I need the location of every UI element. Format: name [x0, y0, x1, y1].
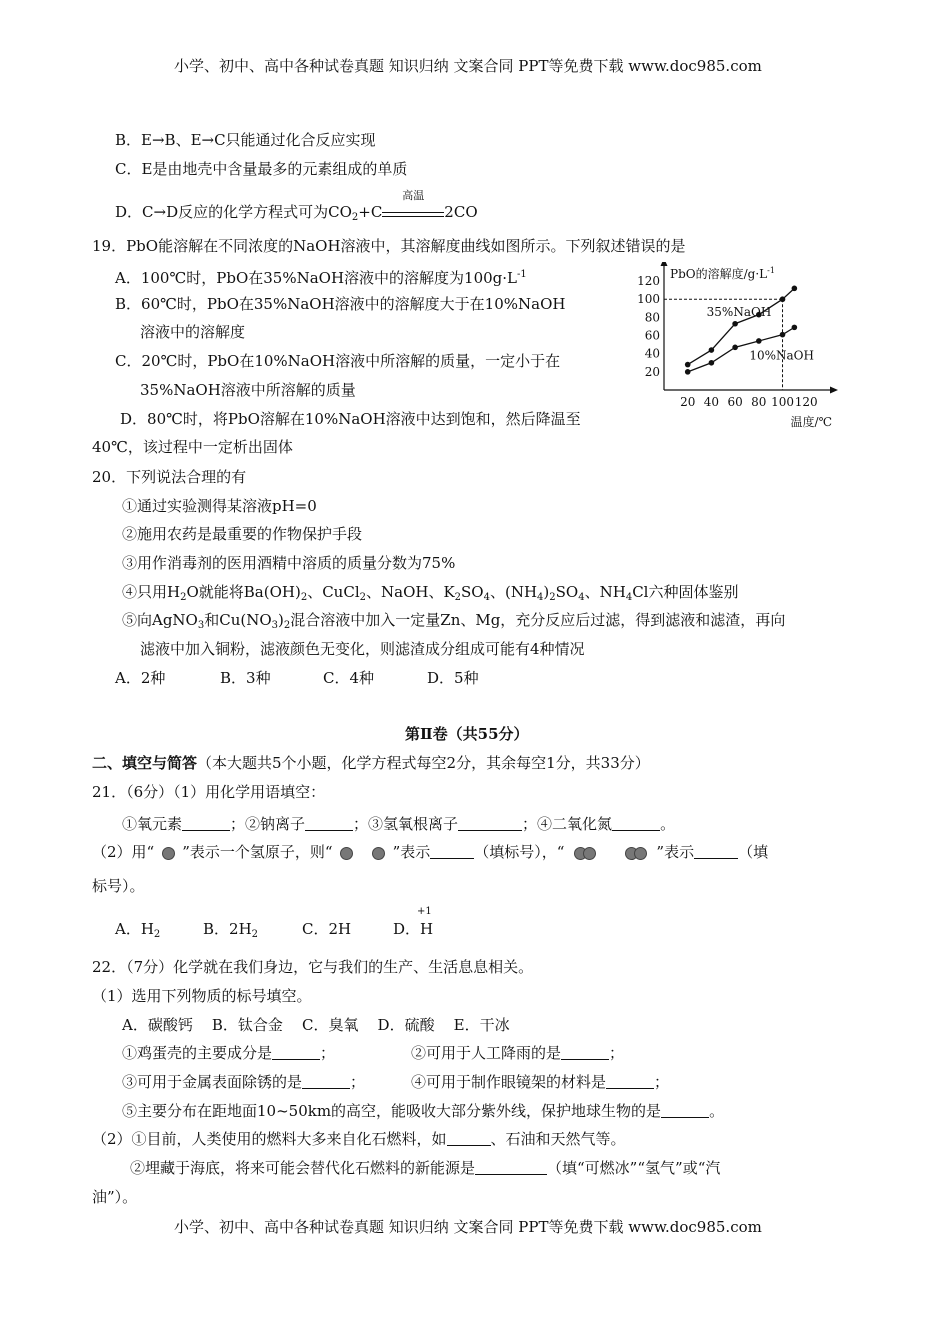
section-heading	[92, 753, 650, 773]
data-point	[709, 347, 715, 353]
q20-statement-5-line2: 滤液中加入铜粉，滤液颜色无变化，则滤渣成分组成可能有4种情况	[140, 640, 585, 658]
q18-d-equals	[382, 189, 444, 217]
q22-part1: （1）选用下列物质的标号填空。	[92, 987, 312, 1005]
x-tick-label: 20	[680, 395, 696, 409]
q19-option-d-line2: 40℃，该过程中一定析出固体	[92, 438, 293, 456]
q20-statement-5-line1: ⑤向AgNO$_3$和$Cu(NO_3)_2$混合溶液中加入一定量Zn、Mg，充分反应后过滤，得到滤液和滤渣，再向	[122, 611, 786, 631]
q19-option-b-line1: B．60℃时，PbO在35%NaOH溶液中的溶解度大于在10%NaOH	[115, 295, 566, 313]
q21-part2-line2: 标号）。	[92, 877, 145, 895]
q20-stem: 20．下列说法合理的有	[92, 468, 247, 486]
q19-a-text: A．100℃时，PbO在35%NaOH溶液中的溶解度为100g·L	[115, 269, 517, 287]
data-point	[792, 325, 798, 331]
x-tick-label: 40	[703, 395, 720, 409]
q22-options: A．碳酸钙 B．钛合金 C．臭氧 D．硫酸 E．干冰	[122, 1016, 510, 1034]
q20-statement-4: ④只用$H_2O$就能将$Ba(OH)_2$、CuCl$_2$、NaOH、$K_2SO_4$、$(NH_4)_2SO_4$、$NH_4Cl$六种固体鉴别	[122, 583, 739, 603]
q18-d-condition: 高温	[402, 189, 425, 202]
q18-option-b: B．E→B、E→C只能通过化合反应实现	[115, 131, 376, 149]
q18-option-d	[115, 189, 478, 228]
x-tick-label: 120	[794, 395, 818, 409]
x-axis-label: 温度/℃	[790, 415, 832, 429]
q22-fill-3: ③可用于金属表面除锈的是 ；	[122, 1073, 366, 1091]
q19-a-sup: -1	[516, 269, 527, 280]
hydrogen-atom-icon	[340, 847, 353, 860]
part2-title: 第Ⅱ卷（共55分）	[405, 725, 529, 743]
q22-fill-5: ⑤主要分布在距地面10~50km的高空，能吸收大部分紫外线，保护地球生物的是 。	[122, 1102, 725, 1120]
data-point	[685, 369, 691, 375]
q18-d-text: D．C→D反应的化学方程式可为CO	[115, 203, 352, 221]
y-tick-label: 80	[644, 310, 660, 325]
q19-option-c-line2: 35%NaOH溶液中所溶解的质量	[140, 381, 356, 399]
q20-statement-3: ③用作消毒剂的医用酒精中溶质的质量分数为75%	[122, 554, 456, 572]
q21-option-d: D．H	[393, 920, 434, 938]
hydrogen-molecule-icon	[583, 847, 596, 860]
section-heading-bold: 二、填空与简答	[92, 754, 198, 772]
x-tick-label: 60	[727, 395, 743, 409]
q19-option-c-line1: C．20℃时，PbO在10%NaOH溶液中所溶解的质量，一定小于在	[115, 352, 561, 370]
chart-title: PbO的溶解度$/g\cdot L^{-1}$	[670, 266, 775, 281]
q21-option-a: A．$H_2$	[115, 920, 161, 940]
x-tick-label: 80	[751, 395, 767, 409]
q22-stem: 22．（7分）化学就在我们身边，它与我们的生产、生活息息相关。	[92, 958, 534, 976]
series-label-10: 10%NaOH	[749, 348, 814, 363]
q21-stem: 21．（6分）（1）用化学用语填空：	[92, 783, 326, 801]
data-point	[756, 338, 762, 344]
q19-stem: 19．PbO能溶解在不同浓度的NaOH溶液中，其溶解度曲线如图所示。下列叙述错误的是	[92, 237, 686, 255]
answer-blank-1[interactable]	[182, 816, 230, 831]
q19-option-d-line1: D．80℃时，将PbO溶解在10%NaOH溶液中达到饱和，然后降温至	[120, 410, 581, 428]
answer-blank-9[interactable]	[302, 1074, 350, 1089]
page-header: 小学、初中、高中各种试卷真题 知识归纳 文案合同 PPT等免费下载 www.doc985.com	[174, 57, 762, 75]
y-tick-label: 40	[644, 346, 660, 361]
q18-option-c: C．E是由地壳中含量最多的元素组成的单质	[115, 160, 408, 178]
answer-blank-8[interactable]	[561, 1045, 609, 1060]
q20-statement-2: ②施用农药是最重要的作物保护手段	[122, 525, 363, 543]
y-tick-label: 100	[637, 292, 660, 307]
q19-option-b-line2: 溶液中的溶解度	[140, 323, 246, 341]
q20-option-a: A．2种	[115, 669, 166, 687]
answer-blank-4[interactable]	[612, 816, 660, 831]
q22-fill-4: ④可用于制作眼镜架的材料是 ；	[411, 1073, 670, 1091]
data-point	[685, 362, 691, 368]
x-axis-arrow	[830, 387, 838, 394]
answer-blank-13[interactable]	[475, 1160, 547, 1175]
y-tick-label: 60	[644, 328, 660, 343]
q18-d-sub: 2	[351, 212, 359, 223]
answer-blank-3[interactable]	[458, 816, 522, 831]
q21-option-d-valence: +1	[417, 906, 432, 917]
q21-fill-line: ①氧元素 ；②钠离子 ；③氢氧根离子 ；④二氧化氮 。	[122, 815, 676, 833]
y-tick-label: 120	[637, 274, 660, 289]
section-heading-note: （本大题共5个小题，化学方程式每空2分，其余每空1分，共33分）	[197, 754, 650, 772]
q18-d-mid: +C	[358, 203, 383, 221]
data-point	[792, 286, 798, 292]
hydrogen-atom-icon	[162, 847, 175, 860]
q20-option-c: C．4种	[323, 669, 375, 687]
answer-blank-5[interactable]	[430, 844, 474, 859]
data-point	[709, 360, 715, 366]
solubility-chart	[632, 262, 842, 430]
q20-statement-1: ①通过实验测得某溶液pH=0	[122, 497, 317, 515]
hydrogen-molecule-icon	[634, 847, 647, 860]
data-point	[732, 345, 738, 351]
q20-option-b: B．3种	[220, 669, 271, 687]
q21-option-b: B．$2H_2$	[203, 920, 259, 940]
q21-part2-line: （2）用“ ”表示一个氢原子，则“ ”表示 （填标号），“ ”表示 （填	[92, 843, 769, 861]
q22-part2-line3: 油”）。	[92, 1188, 138, 1206]
q19-option-a	[115, 265, 527, 288]
series-label-35: 35%NaOH	[706, 305, 772, 320]
y-tick-label: 20	[644, 364, 660, 379]
q21-option-c: C．2H	[302, 920, 352, 938]
data-point	[780, 296, 786, 302]
answer-blank-10[interactable]	[606, 1074, 654, 1089]
answer-blank-12[interactable]	[447, 1131, 491, 1146]
x-tick-label: 100	[771, 395, 794, 409]
q22-part2-line1: （2）①目前，人类使用的燃料大多来自化石燃料，如 、石油和天然气等。	[92, 1130, 626, 1148]
q22-fill-1: ①鸡蛋壳的主要成分是 ；	[122, 1044, 336, 1062]
data-point	[780, 332, 786, 338]
q18-d-product: 2CO	[444, 203, 478, 221]
q20-option-d: D．5种	[427, 669, 479, 687]
page-footer: 小学、初中、高中各种试卷真题 知识归纳 文案合同 PPT等免费下载 www.doc985.com	[174, 1218, 762, 1236]
hydrogen-atom-icon	[372, 847, 385, 860]
q22-fill-2: ②可用于人工降雨的是 ；	[411, 1044, 625, 1062]
data-point	[732, 321, 738, 327]
answer-blank-7[interactable]	[272, 1045, 320, 1060]
answer-blank-6[interactable]	[694, 844, 738, 859]
y-axis-arrow	[661, 262, 668, 266]
answer-blank-2[interactable]	[305, 816, 353, 831]
answer-blank-11[interactable]	[661, 1103, 709, 1118]
q22-part2-line2: ②埋藏于海底，将来可能会替代化石燃料的新能源是 （填“可燃冰”“氢气”或“汽	[130, 1159, 721, 1177]
